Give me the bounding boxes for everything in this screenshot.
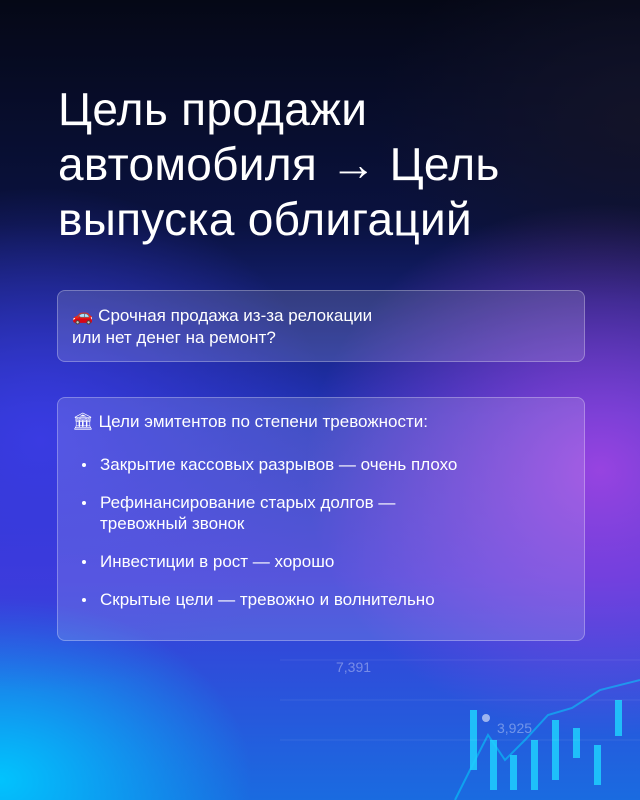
- candle: [470, 710, 477, 770]
- candle: [615, 700, 622, 736]
- goals-card: [57, 397, 585, 641]
- list-item-text: Скрытые цели — тревожно и волнительно: [100, 590, 435, 609]
- question-card: [57, 290, 585, 362]
- chart-marker-dot: [482, 714, 490, 722]
- goals-heading-label: Цели эмитентов по степени тревожности:: [98, 412, 429, 431]
- list-item: [72, 589, 570, 610]
- list-item: [72, 492, 570, 534]
- background-price-label: 7,391: [336, 659, 372, 675]
- bank-icon: 🏛: [72, 412, 94, 431]
- bullet-icon: [82, 560, 86, 564]
- car-icon: 🚗: [72, 306, 94, 325]
- list-item-text: Закрытие кассовых разрывов — очень плохо: [100, 455, 458, 474]
- candle: [594, 745, 601, 785]
- list-item: [72, 454, 570, 475]
- list-item-text: Рефинансирование старых долгов — тревожный звонок: [100, 493, 396, 533]
- chart-line: [455, 680, 640, 800]
- list-item: [72, 551, 570, 572]
- candle: [552, 720, 559, 780]
- bullet-icon: [82, 598, 86, 602]
- background-price-label: 3,925: [497, 720, 533, 736]
- candlesticks: [470, 700, 622, 790]
- bullet-icon: [82, 501, 86, 505]
- candle: [490, 740, 497, 790]
- candle: [531, 740, 538, 790]
- bullet-icon: [82, 463, 86, 467]
- slide-title: Цель продажи автомобиля → Цель выпуска облигаций: [58, 83, 500, 245]
- candle: [510, 755, 517, 790]
- goals-heading: [72, 411, 570, 432]
- goals-list: [72, 454, 570, 610]
- question-text: [72, 305, 570, 349]
- question-label: Срочная продажа из-за релокации или нет денег на ремонт?: [72, 306, 373, 347]
- candle: [573, 728, 580, 758]
- chart-grid: [280, 660, 640, 740]
- list-item-text: Инвестиции в рост — хорошо: [100, 552, 335, 571]
